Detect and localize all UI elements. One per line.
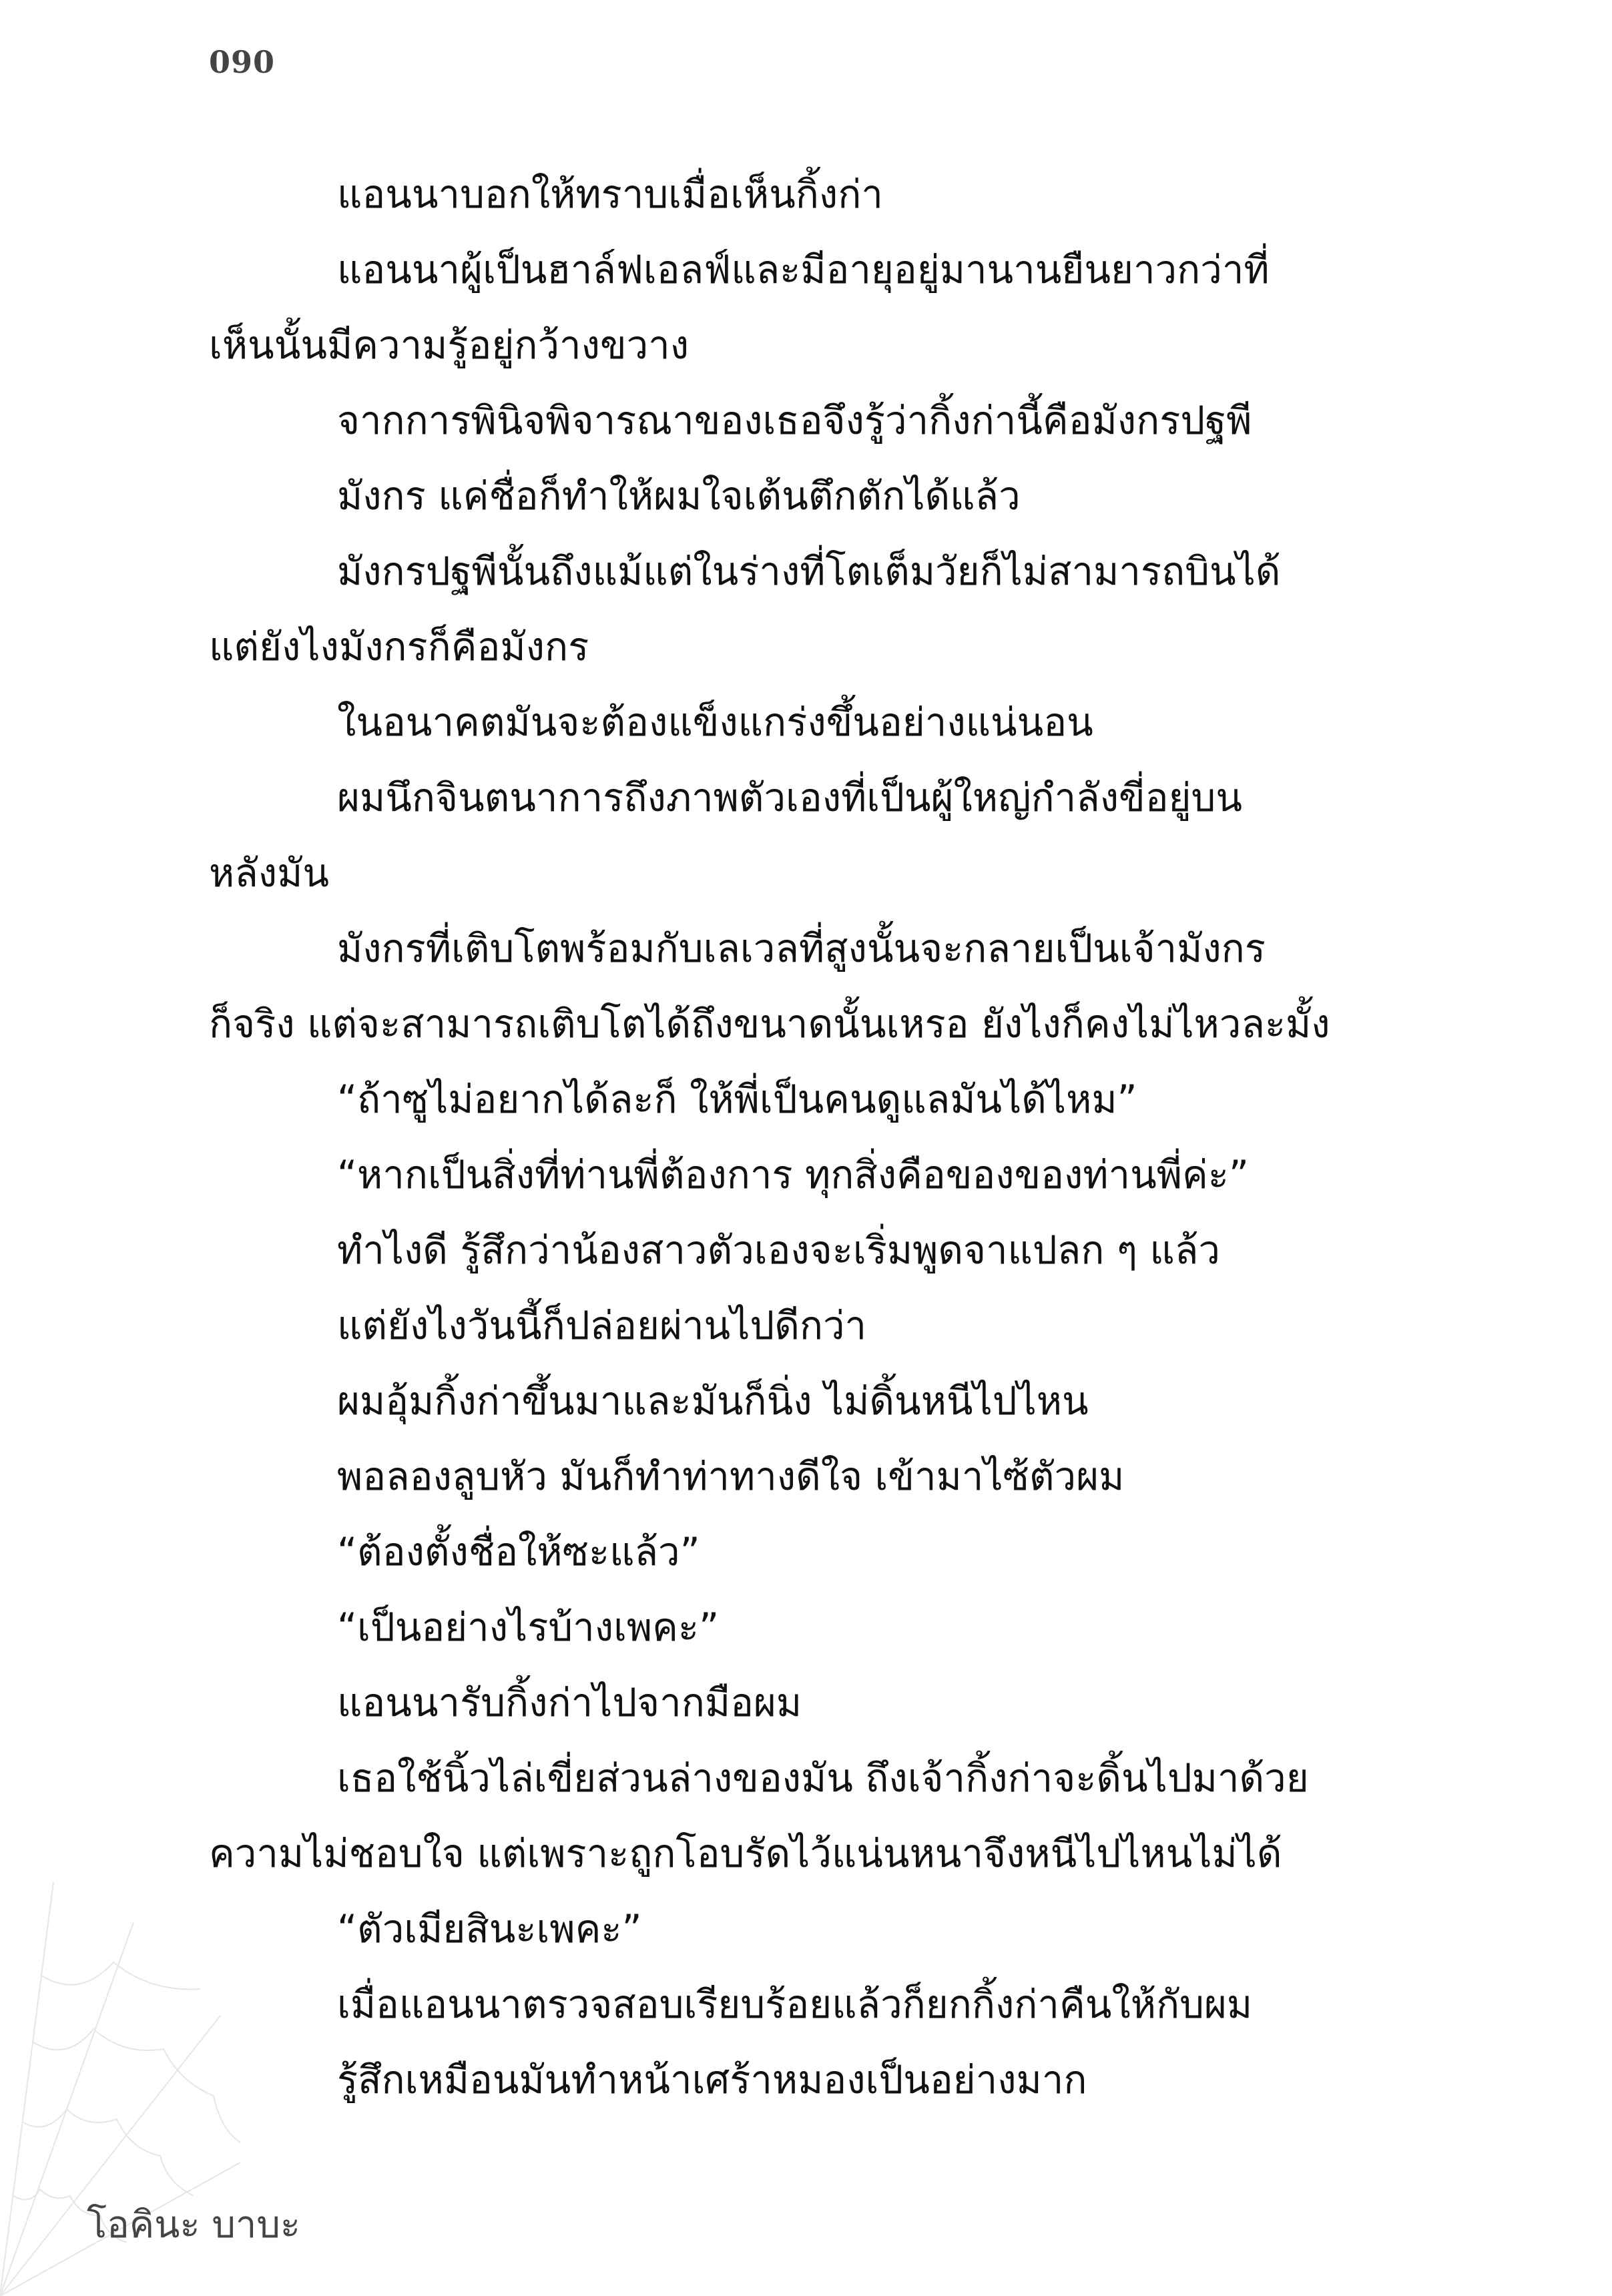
text-line: จากการพินิจพิจารณาของเธอจึงรู้ว่ากิ้งก่านี้คือมังกรปฐพี — [337, 398, 1252, 443]
paragraph — [209, 1741, 1404, 1892]
paragraph — [209, 1590, 1404, 1665]
page-number: 090 — [209, 44, 276, 80]
paragraph — [209, 1062, 1404, 1137]
text-line: แต่ยังไงมังกรก็คือมังกร — [209, 624, 589, 669]
text-line: ทำไงดี รู้สึกว่าน้องสาวตัวเองจะเริ่มพูดจาแปลก ๆ แล้ว — [337, 1227, 1220, 1273]
paragraph — [209, 1137, 1404, 1213]
text-line: ความไม่ชอบใจ แต่เพราะถูกโอบรัดไว้แน่นหนาจึงหนีไปไหนไม่ได้ — [209, 1831, 1282, 1876]
text-line: เห็นนั้นมีความรู้อยู่กว้างขวาง — [209, 322, 690, 368]
text-line: รู้สึกเหมือนมันทำหน้าเศร้าหมองเป็นอย่างมาก — [337, 2057, 1087, 2102]
paragraph — [209, 157, 1404, 232]
text-line: “เป็นอย่างไรบ้างเพคะ” — [337, 1605, 720, 1650]
paragraph — [209, 1288, 1404, 1364]
paragraph — [209, 1967, 1404, 2042]
paragraph — [209, 232, 1404, 383]
footer-author: โอคินะ บาบะ — [87, 2203, 300, 2247]
text-line: เธอใช้นิ้วไล่เขี่ยส่วนล่างของมัน ถึงเจ้ากิ้งก่าจะดิ้นไปมาด้วย — [337, 1755, 1309, 1801]
paragraph — [209, 1665, 1404, 1741]
text-line: แอนนาผู้เป็นฮาล์ฟเอลฟ์และมีอายุอยู่มานานยืนยาวกว่าที่ — [337, 247, 1270, 292]
text-line: ผมอุ้มกิ้งก่าขึ้นมาและมันก็นิ่ง ไม่ดิ้นหนีไปไหน — [337, 1378, 1089, 1424]
text-line: แต่ยังไงวันนี้ก็ปล่อยผ่านไปดีกว่า — [337, 1303, 867, 1348]
text-line: มังกรปฐพีนั้นถึงแม้แต่ในร่างที่โตเต็มวัยก็ไม่สามารถบินได้ — [337, 549, 1281, 594]
text-line: มังกร แค่ชื่อก็ทำให้ผมใจเต้นตึกตักได้แล้ว — [337, 473, 1021, 519]
text-line: มังกรที่เติบโตพร้อมกับเลเวลที่สูงนั้นจะกลายเป็นเจ้ามังกร — [337, 926, 1266, 971]
text-line: “หากเป็นสิ่งที่ท่านพี่ต้องการ ทุกสิ่งคือของของท่านพี่ค่ะ” — [337, 1152, 1249, 1197]
paragraph — [209, 1364, 1404, 1439]
paragraph — [209, 760, 1404, 911]
text-line: ผมนึกจินตนาการถึงภาพตัวเองที่เป็นผู้ใหญ่กำลังขี่อยู่บน — [337, 775, 1242, 820]
text-line: เมื่อแอนนาตรวจสอบเรียบร้อยแล้วก็ยกกิ้งก่าคืนให้กับผม — [337, 1982, 1253, 2027]
paragraph — [209, 911, 1404, 1062]
text-line: “ถ้าซูไม่อยากได้ละก็ ให้พี่เป็นคนดูแลมันได้ไหม” — [337, 1077, 1137, 1122]
text-line: ในอนาคตมันจะต้องแข็งแกร่งขึ้นอย่างแน่นอน — [337, 699, 1093, 745]
text-line: แอนนารับกิ้งก่าไปจากมือผม — [337, 1680, 802, 1725]
text-line: “ตัวเมียสินะเพคะ” — [337, 1906, 642, 1952]
paragraph — [209, 1439, 1404, 1514]
paragraph — [209, 1892, 1404, 1967]
paragraph — [209, 685, 1404, 760]
paragraph — [209, 2042, 1404, 2118]
paragraph — [209, 1213, 1404, 1288]
text-line: พอลองลูบหัว มันก็ทำท่าทางดีใจ เข้ามาไซ้ตัวผม — [337, 1454, 1125, 1499]
body-text — [209, 157, 1404, 2118]
text-line: ก็จริง แต่จะสามารถเติบโตได้ถึงขนาดนั้นเหรอ ยังไงก็คงไม่ไหวละมั้ง — [209, 1001, 1330, 1047]
paragraph — [209, 534, 1404, 685]
text-line: “ต้องตั้งชื่อให้ซะแล้ว” — [337, 1529, 700, 1574]
paragraph — [209, 459, 1404, 534]
text-line: แอนนาบอกให้ทราบเมื่อเห็นกิ้งก่า — [337, 172, 883, 217]
paragraph — [209, 383, 1404, 459]
paragraph — [209, 1514, 1404, 1590]
text-line: หลังมัน — [209, 850, 329, 896]
